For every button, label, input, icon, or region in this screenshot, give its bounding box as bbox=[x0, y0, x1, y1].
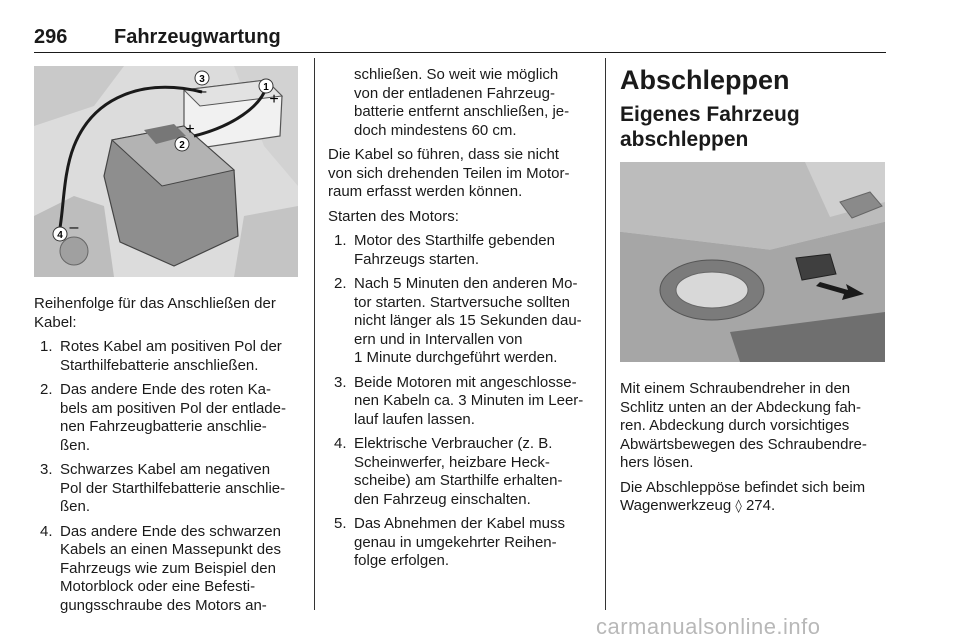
left-column bbox=[34, 66, 300, 621]
list-item: 1. Rotes Kabel am positiven Pol der Starthilfebatterie anschließen. bbox=[40, 338, 282, 374]
svg-text:–: – bbox=[197, 83, 207, 100]
svg-text:3: 3 bbox=[199, 74, 205, 85]
step-continuation: schließen. So weit wie möglich von der entladenen Fahrzeug- batterie entfernt anschließen, je- doch mindestens 60 cm. bbox=[354, 66, 570, 139]
middle-column bbox=[328, 66, 594, 577]
svg-text:2: 2 bbox=[179, 140, 185, 151]
start-intro: Starten des Motors: bbox=[328, 207, 459, 225]
car-front-illustration bbox=[620, 162, 885, 362]
list-item: 4. Elektrische Verbraucher (z. B. Scheinwerfer, heizbare Heck- scheibe) am Starthilfe erhalten- den Fahrzeug einschalten. bbox=[334, 435, 563, 508]
jumpstart-battery-figure bbox=[34, 66, 298, 277]
list-item: 1. Motor des Starthilfe gebenden Fahrzeugs starten. bbox=[334, 232, 555, 268]
connection-steps bbox=[34, 338, 300, 615]
cross-reference-icon[interactable]: ◊ bbox=[735, 499, 742, 514]
subsection-heading: Eigenes Fahrzeug abschleppen bbox=[620, 103, 800, 151]
cable-routing-paragraph: Die Kabel so führen, dass sie nicht von sich drehenden Teilen im Motor- raum erfasst werden können. bbox=[328, 146, 570, 200]
cover-removal-paragraph: Mit einem Schraubendreher in den Schlitz unten an der Abdeckung fah- ren. Abdeckung durch vorsichtiges Abwärtsbewegen des Schraubendre- hers lösen. bbox=[620, 380, 867, 471]
svg-text:–: – bbox=[69, 219, 79, 236]
watermark: carmanualsonline.info bbox=[596, 614, 821, 639]
list-item: 2. Das andere Ende des roten Ka- bels am positiven Pol der entlade- nen Fahrzeugbatterie anschlie- ßen. bbox=[40, 381, 286, 454]
list-item: 3. Beide Motoren mit angeschlosse- nen Kabeln ca. 3 Minuten im Leer- lauf laufen lassen. bbox=[334, 373, 584, 428]
page-number: 296 bbox=[34, 26, 68, 48]
start-steps bbox=[328, 232, 594, 571]
svg-text:+: + bbox=[185, 121, 195, 138]
svg-text:4: 4 bbox=[57, 230, 63, 241]
list-item: 5. Das Abnehmen der Kabel muss genau in umgekehrter Reihen- folge erfolgen. bbox=[334, 515, 565, 569]
section-heading: Abschleppen bbox=[620, 65, 790, 95]
towing-eye-cover-figure bbox=[620, 162, 885, 362]
towing-eye-paragraph: Die Abschleppöse befindet sich beim Wagenwerkzeug ◊ 274. bbox=[620, 478, 866, 514]
list-item: 2. Nach 5 Minuten den anderen Mo- tor starten. Startversuche sollten nicht länger als 15 Sekunden dau- ern und in Intervallen von 1 Minute durchgeführt werden. bbox=[334, 275, 582, 366]
column-divider-2 bbox=[605, 58, 606, 610]
page-header bbox=[34, 26, 886, 53]
svg-text:1: 1 bbox=[263, 82, 269, 93]
engine-bay-illustration bbox=[34, 66, 298, 277]
cross-reference-page[interactable]: 274. bbox=[741, 497, 776, 514]
connection-intro: Reihenfolge für das Anschließen der Kabel: bbox=[34, 295, 276, 331]
list-item: 4. Das andere Ende des schwarzen Kabels an einen Massepunkt des Fahrzeugs wie zum Beispiel den Motorblock oder eine Befesti- gungsschraube des Motors an- bbox=[40, 522, 281, 614]
column-divider-1 bbox=[314, 58, 315, 610]
right-column bbox=[620, 64, 886, 523]
list-item: 3. Schwarzes Kabel am negativen Pol der Starthilfebatterie anschlie- ßen. bbox=[40, 461, 286, 515]
section-title: Fahrzeugwartung bbox=[114, 26, 281, 48]
svg-text:+: + bbox=[269, 91, 279, 108]
